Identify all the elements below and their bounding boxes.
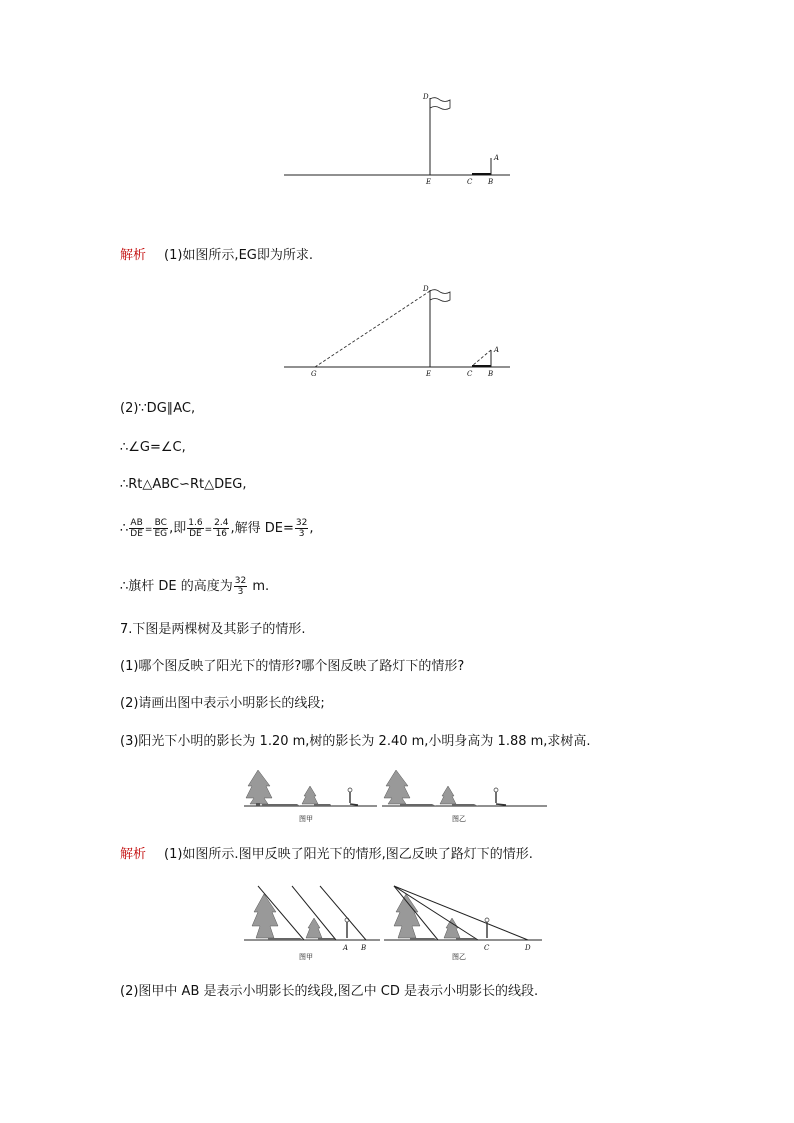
solution2-line2: (2)图甲中 AB 是表示小明影长的线段,图乙中 CD 是表示小明影长的线段.: [120, 984, 539, 999]
solution1-line1: [120, 247, 313, 265]
person-icon: [494, 788, 498, 792]
small-tree-icon: [302, 786, 318, 804]
fraction-bc-eg: $\frac{BC}{EG}$: [154, 518, 168, 539]
small-tree-icon: [440, 786, 456, 804]
solution1-line5: ∴ $\frac{AB}{DE}$ = $\frac{BC}{EG}$ ,即 $\frac{1.6}{DE}$ = $\frac{2.4}{16}$ ,解得 DE= $\frac{32}{3}$ ,: [120, 518, 314, 539]
solution1-line3: ∴∠G=∠C,: [120, 440, 186, 455]
solution1-line6: ∴旗杆 DE 的高度为 $\frac{32}{3}$ m.: [120, 576, 270, 597]
solution-tag: 解析: [120, 847, 147, 862]
tree-shadow: [262, 804, 300, 806]
caption-right: 图乙: [452, 815, 466, 823]
solution1-line4: ∴Rt△ABC∽Rt△DEG,: [120, 477, 247, 492]
small-tree-icon: [444, 918, 460, 938]
caption-left: 图甲: [299, 815, 313, 823]
sun-ray: [320, 886, 366, 940]
question7-title: 7.下图是两棵树及其影子的情形.: [120, 622, 306, 637]
label-d: D: [423, 93, 429, 101]
caption-right: 图乙: [452, 953, 466, 961]
label-b: B: [488, 178, 494, 186]
label-c: C: [467, 178, 473, 186]
dashed-line-dg: [315, 291, 430, 367]
trees-solution-figure: [242, 882, 552, 962]
fraction-1.6-de: $\frac{1.6}{DE}$: [188, 518, 203, 539]
person-icon: [348, 788, 352, 792]
fraction-ab-de: $\frac{AB}{DE}$: [130, 518, 143, 539]
label-c: C: [484, 944, 490, 952]
label-e: E: [426, 370, 432, 378]
solution2-line1: [120, 846, 533, 864]
tree-shadow: [410, 938, 438, 940]
flag-icon: [430, 98, 450, 110]
solution1-text1: (1)如图所示,EG即为所求.: [164, 248, 313, 263]
solution2-text1: (1)如图所示.图甲反映了阳光下的情形,图乙反映了路灯下的情形.: [164, 847, 533, 862]
solution1-line2: (2)∵DG∥AC,: [120, 401, 196, 416]
label-c: C: [467, 370, 473, 378]
question7-sub2: (2)请画出图中表示小明影长的线段;: [120, 696, 325, 711]
label-d: D: [423, 285, 429, 293]
tree-icon: [384, 770, 410, 804]
tree-shadow: [268, 938, 304, 940]
label-b: B: [361, 944, 367, 952]
flag-icon: [430, 290, 450, 302]
tree-shadow: [314, 804, 332, 806]
fraction-32-3-height: $\frac{32}{3}$: [234, 576, 247, 597]
caption-left: 图甲: [299, 953, 313, 961]
label-d: D: [525, 944, 531, 952]
solution-tag: 解析: [120, 248, 147, 263]
label-b: B: [488, 370, 494, 378]
small-tree-icon: [306, 918, 322, 938]
fraction-32-3: $\frac{32}{3}$: [295, 518, 308, 539]
label-a: A: [343, 944, 349, 952]
person-icon: [485, 918, 489, 922]
question7-sub3: (3)阳光下小明的影长为 1.20 m,树的影长为 2.40 m,小明身高为 1.88 m,求树高.: [120, 734, 591, 749]
tree-shadow: [452, 804, 478, 806]
label-a: A: [494, 154, 500, 162]
label-e: E: [426, 178, 432, 186]
tree-shadow: [318, 938, 336, 940]
flagpole-figure: [280, 88, 520, 188]
label-a: A: [494, 346, 500, 354]
tree-icon: [246, 770, 272, 804]
label-g: G: [311, 370, 317, 378]
tree-icon: [252, 894, 278, 938]
tree-shadow: [400, 804, 436, 806]
trees-question-figure: [242, 766, 552, 826]
flagpole-solution-figure: [280, 280, 520, 380]
fraction-2.4-16: $\frac{2.4}{16}$: [214, 518, 229, 539]
question7-sub1: (1)哪个图反映了阳光下的情形?哪个图反映了路灯下的情形?: [120, 659, 465, 674]
dashed-line-ac: [472, 350, 491, 366]
